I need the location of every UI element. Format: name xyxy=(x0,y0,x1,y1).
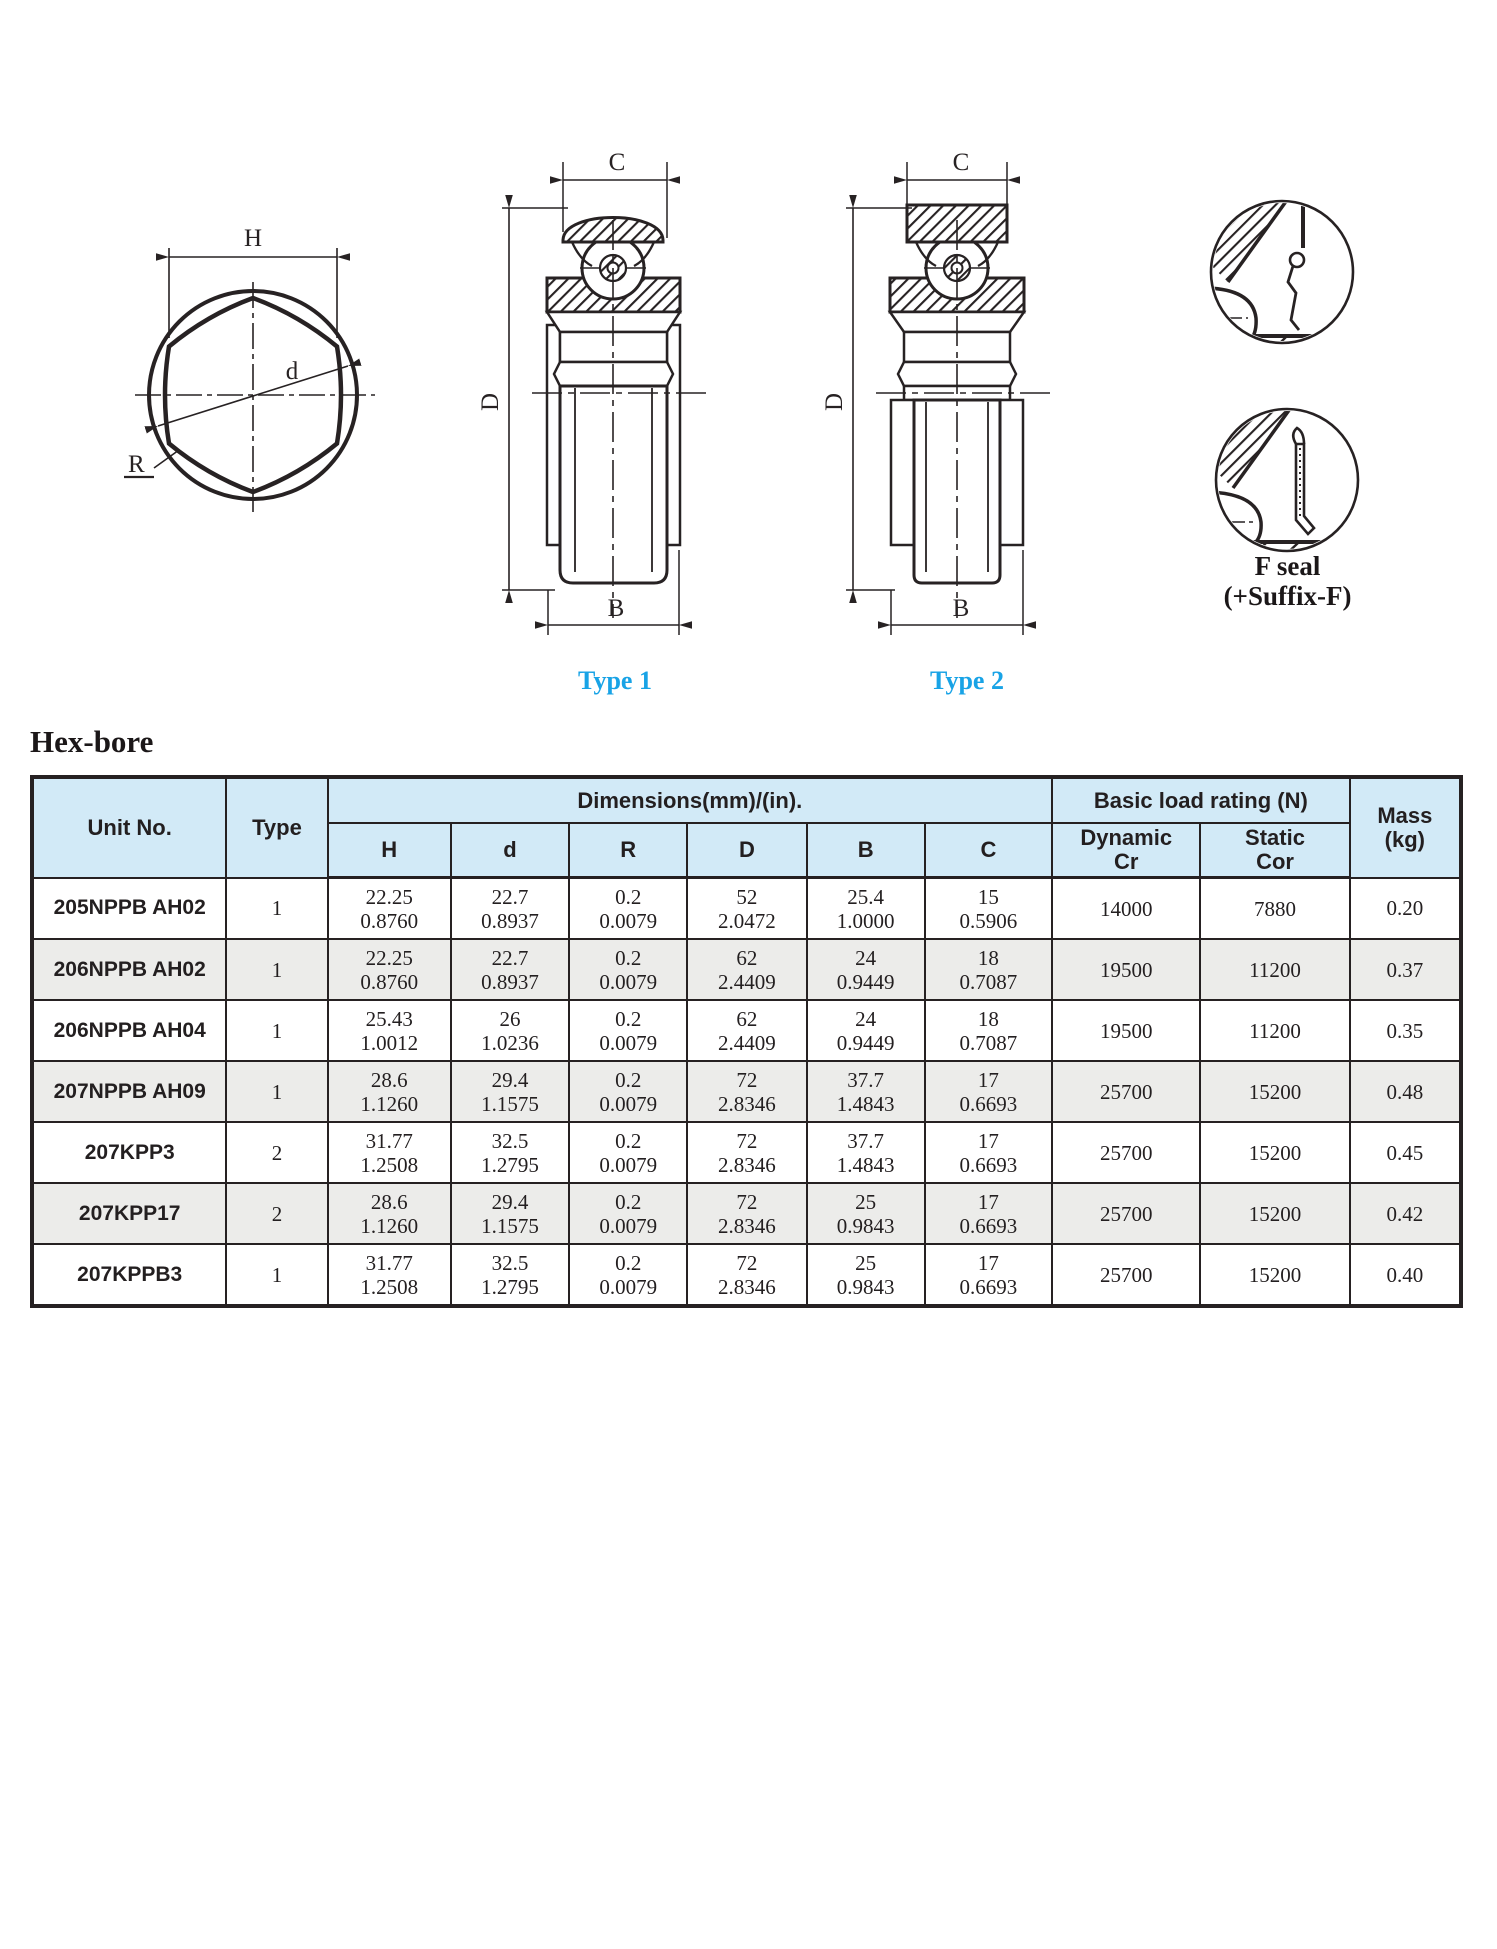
dim-h-cell: 22.25 0.8760 xyxy=(328,939,451,1000)
table-row xyxy=(32,1061,1461,1122)
dynamic-cr-cell: 19500 xyxy=(1052,939,1200,1000)
sleeve-left xyxy=(891,400,914,545)
dim-d-cell: 72 2.8346 xyxy=(687,1183,806,1244)
sleeve-left xyxy=(547,325,560,545)
type-cell: 2 xyxy=(226,1122,327,1183)
dim-d-cell: 52 2.0472 xyxy=(687,878,806,940)
dim-c-cell: 17 0.6693 xyxy=(925,1183,1052,1244)
table-row xyxy=(32,1000,1461,1061)
dim-label-B: B xyxy=(607,595,625,622)
col-header-B: B xyxy=(807,823,925,878)
dim-r-cell: 0.2 0.0079 xyxy=(569,878,687,940)
mass-cell: 0.42 xyxy=(1350,1183,1461,1244)
mass-cell: 0.37 xyxy=(1350,939,1461,1000)
dim-r-cell: 0.2 0.0079 xyxy=(569,1122,687,1183)
type-cell: 2 xyxy=(226,1183,327,1244)
f-seal-note-line1: F seal xyxy=(1254,551,1321,581)
dim-c-cell: 18 0.7087 xyxy=(925,1000,1052,1061)
table-row xyxy=(32,878,1461,940)
dim-b-cell: 24 0.9449 xyxy=(807,939,925,1000)
dim-b-cell: 25 0.9843 xyxy=(807,1244,925,1306)
mass-cell: 0.40 xyxy=(1350,1244,1461,1306)
static-cor-cell: 15200 xyxy=(1200,1183,1349,1244)
col-header-h: H xyxy=(328,823,451,878)
table-row xyxy=(32,939,1461,1000)
dim-b-cell: 24 0.9449 xyxy=(807,1000,925,1061)
col-header-mass-line2: (kg) xyxy=(1384,826,1425,852)
f-seal-note xyxy=(1185,551,1390,611)
unit-no-cell: 207KPPB3 xyxy=(32,1244,226,1306)
dim-d-cell: 32.5 1.2795 xyxy=(451,1122,569,1183)
type-cell: 1 xyxy=(226,1061,327,1122)
col-header-mass xyxy=(1350,777,1461,878)
dynamic-cr-cell: 14000 xyxy=(1052,878,1200,940)
unit-no-cell: 207KPP3 xyxy=(32,1122,226,1183)
unit-no-cell: 206NPPB AH04 xyxy=(32,1000,226,1061)
dynamic-cr-cell: 19500 xyxy=(1052,1000,1200,1061)
static-cor-cell: 11200 xyxy=(1200,939,1349,1000)
static-cor-cell: 11200 xyxy=(1200,1000,1349,1061)
col-header-dynamic-line2: Cr xyxy=(1113,849,1139,874)
col-header-d: d xyxy=(451,823,569,878)
dim-c-cell: 17 0.6693 xyxy=(925,1122,1052,1183)
dim-d-cell: 26 1.0236 xyxy=(451,1000,569,1061)
dim-d-cell: 62 2.4409 xyxy=(687,1000,806,1061)
type-cell: 1 xyxy=(226,878,327,940)
col-header-static-line2: Cor xyxy=(1256,849,1294,874)
dim-h-cell: 31.77 1.2508 xyxy=(328,1122,451,1183)
dynamic-cr-cell: 25700 xyxy=(1052,1183,1200,1244)
col-group-dimensions: Dimensions(mm)/(in). xyxy=(328,777,1052,823)
dynamic-cr-cell: 25700 xyxy=(1052,1244,1200,1306)
dynamic-cr-cell: 25700 xyxy=(1052,1061,1200,1122)
unit-no-cell: 206NPPB AH02 xyxy=(32,939,226,1000)
static-cor-cell: 7880 xyxy=(1200,878,1349,940)
dim-h-cell: 25.43 1.0012 xyxy=(328,1000,451,1061)
dim-r-cell: 0.2 0.0079 xyxy=(569,1183,687,1244)
hex-bore-diagram xyxy=(80,160,400,520)
dim-label-D: D xyxy=(821,392,848,412)
spec-table xyxy=(30,775,1463,1308)
col-header-r: R xyxy=(569,823,687,878)
dim-d-cell: 72 2.8346 xyxy=(687,1061,806,1122)
col-header-dynamic-line1: Dynamic xyxy=(1080,825,1173,850)
dim-b-cell: 25.4 1.0000 xyxy=(807,878,925,940)
dim-c-cell: 17 0.6693 xyxy=(925,1244,1052,1306)
col-group-load-rating: Basic load rating (N) xyxy=(1052,777,1350,823)
col-header-dynamic-cr xyxy=(1052,823,1200,878)
dim-label-C: C xyxy=(952,149,970,176)
table-row xyxy=(32,1244,1461,1306)
dim-b-cell: 25 0.9843 xyxy=(807,1183,925,1244)
type1-caption: Type 1 xyxy=(578,666,652,695)
col-header-D: D xyxy=(687,823,806,878)
dim-label-r: R xyxy=(128,451,145,478)
type-cell: 1 xyxy=(226,1244,327,1306)
col-header-C: C xyxy=(925,823,1052,878)
dim-r-cell: 0.2 0.0079 xyxy=(569,1000,687,1061)
dim-d-cell: 22.7 0.8937 xyxy=(451,878,569,940)
dim-d-cell: 22.7 0.8937 xyxy=(451,939,569,1000)
dim-r-cell: 0.2 0.0079 xyxy=(569,1061,687,1122)
col-header-mass-line1: Mass xyxy=(1377,802,1433,828)
mass-cell: 0.45 xyxy=(1350,1122,1461,1183)
dim-label-C: C xyxy=(608,149,626,176)
table-row xyxy=(32,1122,1461,1183)
dim-c-cell: 15 0.5906 xyxy=(925,878,1052,940)
dynamic-cr-cell: 25700 xyxy=(1052,1122,1200,1183)
dim-d-cell: 72 2.8346 xyxy=(687,1244,806,1306)
col-header-unit-no: Unit No. xyxy=(32,777,226,878)
dim-d-cell: 72 2.8346 xyxy=(687,1122,806,1183)
dim-h-cell: 28.6 1.1260 xyxy=(328,1061,451,1122)
static-cor-cell: 15200 xyxy=(1200,1122,1349,1183)
sleeve-right xyxy=(667,325,680,545)
spec-table-header xyxy=(32,777,1461,878)
dim-label-D: D xyxy=(477,392,504,412)
static-cor-cell: 15200 xyxy=(1200,1244,1349,1306)
f-seal-note-line2: (+Suffix-F) xyxy=(1223,581,1352,611)
dim-b-cell: 37.7 1.4843 xyxy=(807,1122,925,1183)
col-header-static-line1: Static xyxy=(1245,825,1305,850)
dim-label-B: B xyxy=(952,595,970,622)
dim-label-h: H xyxy=(243,225,263,252)
sleeve-right xyxy=(1000,400,1023,545)
type-cell: 1 xyxy=(226,1000,327,1061)
spec-table-body xyxy=(32,878,1461,1307)
static-cor-cell: 15200 xyxy=(1200,1061,1349,1122)
dim-d-cell: 29.4 1.1575 xyxy=(451,1183,569,1244)
unit-no-cell: 207NPPB AH09 xyxy=(32,1061,226,1122)
table-row xyxy=(32,1183,1461,1244)
dim-h-cell: 28.6 1.1260 xyxy=(328,1183,451,1244)
unit-no-cell: 207KPP17 xyxy=(32,1183,226,1244)
dim-d-cell: 32.5 1.2795 xyxy=(451,1244,569,1306)
dim-h-cell: 22.25 0.8760 xyxy=(328,878,451,940)
type2-caption: Type 2 xyxy=(930,666,1004,695)
section-heading: Hex-bore xyxy=(30,724,154,759)
dim-c-cell: 17 0.6693 xyxy=(925,1061,1052,1122)
dim-c-cell: 18 0.7087 xyxy=(925,939,1052,1000)
dim-label-d: d xyxy=(285,358,299,385)
col-header-static-cor xyxy=(1200,823,1349,878)
mass-cell: 0.35 xyxy=(1350,1000,1461,1061)
dim-r-cell: 0.2 0.0079 xyxy=(569,1244,687,1306)
type2-diagram xyxy=(760,120,1160,660)
mass-cell: 0.20 xyxy=(1350,878,1461,940)
dim-h-cell: 31.77 1.2508 xyxy=(328,1244,451,1306)
dim-d-cell: 62 2.4409 xyxy=(687,939,806,1000)
type-cell: 1 xyxy=(226,939,327,1000)
col-header-type: Type xyxy=(226,777,327,878)
dim-r-cell: 0.2 0.0079 xyxy=(569,939,687,1000)
unit-no-cell: 205NPPB AH02 xyxy=(32,878,226,940)
mass-cell: 0.48 xyxy=(1350,1061,1461,1122)
dim-d-cell: 29.4 1.1575 xyxy=(451,1061,569,1122)
dim-b-cell: 37.7 1.4843 xyxy=(807,1061,925,1122)
